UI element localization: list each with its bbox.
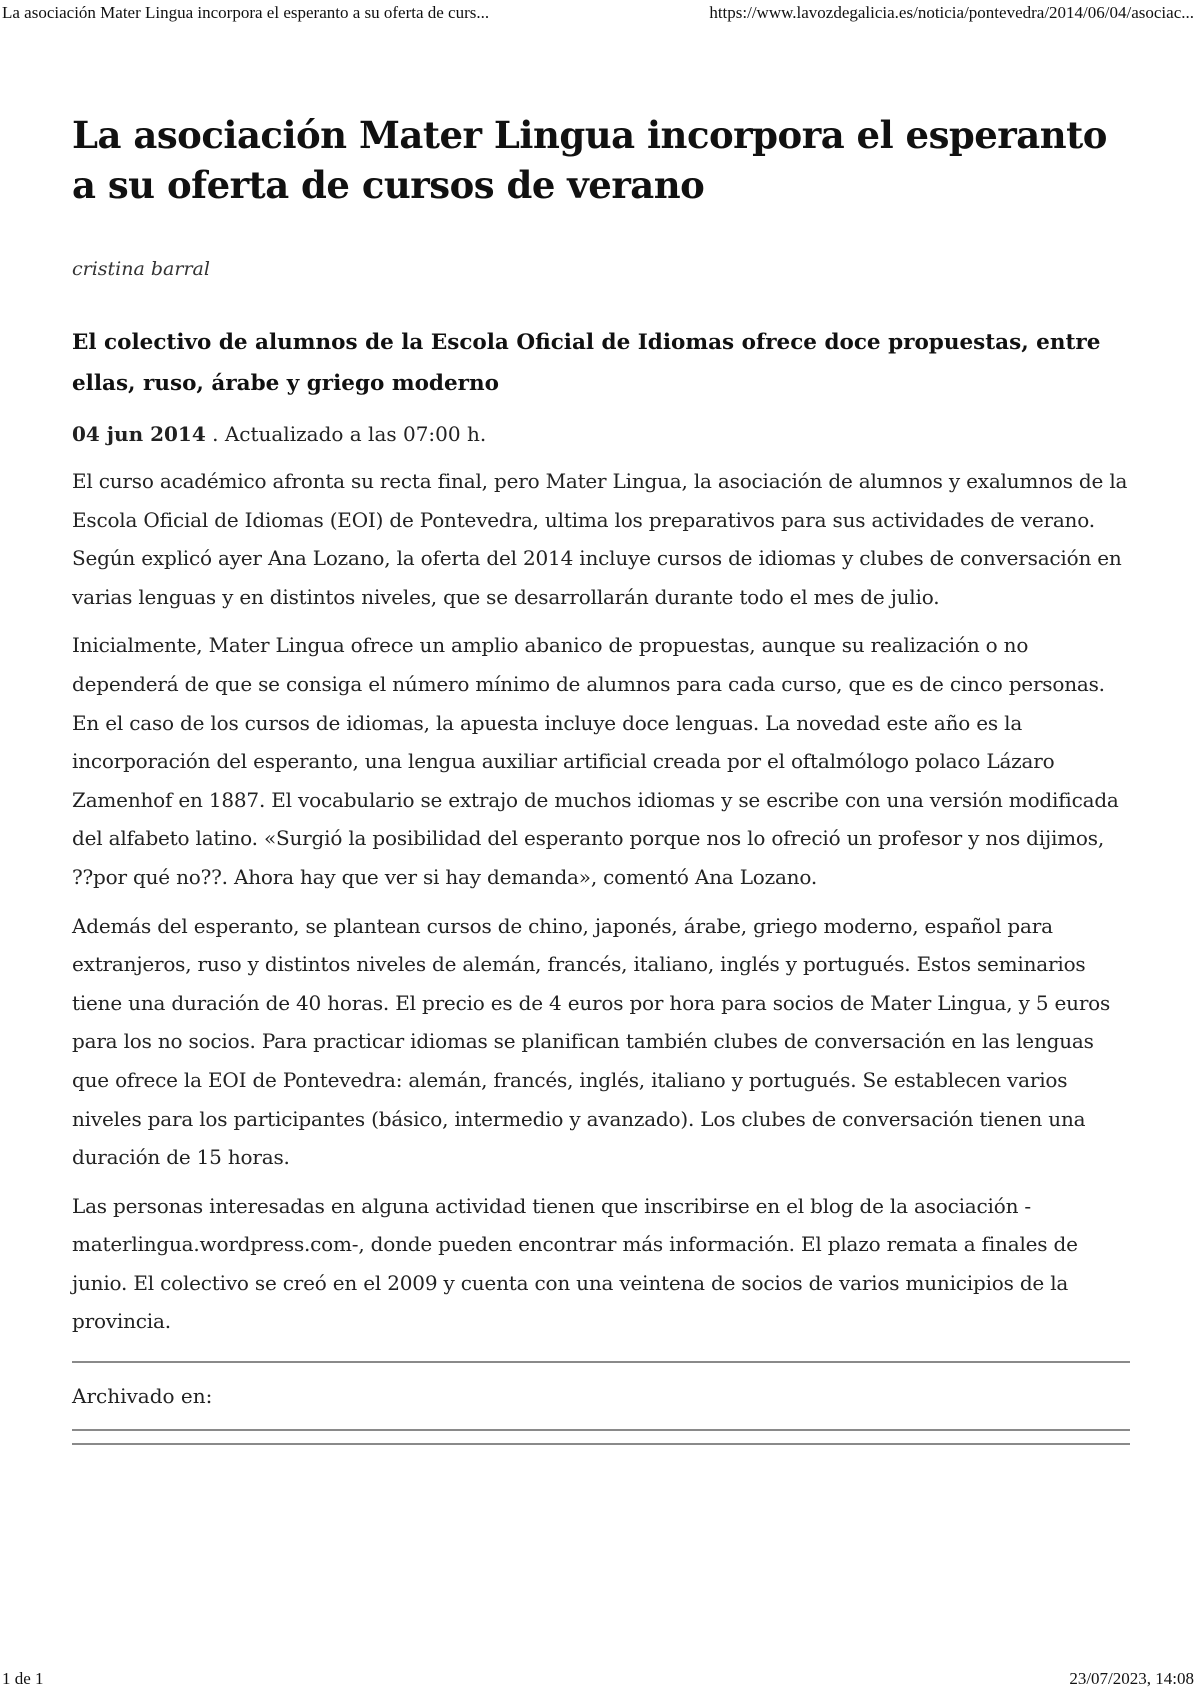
article-date: 04 jun 2014 bbox=[72, 422, 206, 446]
article-headline: La asociación Mater Lingua incorpora el esperanto a su oferta de cursos de verano bbox=[72, 113, 1107, 207]
print-timestamp: 23/07/2023, 14:08 bbox=[1069, 1669, 1194, 1688]
article-updated: . Actualizado a las 07:00 h. bbox=[205, 422, 487, 446]
article-dateline bbox=[72, 416, 1130, 452]
article-paragraph-3: Además del esperanto, se plantean cursos de chino, japonés, árabe, griego moderno, español para extranjeros, ruso y distintos niveles de alemán, francés, italiano, inglés y portugués. Estos seminarios tiene una duración de 40 horas. El precio es de 4 euros por hora para socios de Mater Lingua, y 5 euros para los no socios. Para practicar idiomas se planifican también clubes de conversación en las lenguas que ofrece la EOI de Pontevedra: alemán, francés, inglés, italiano y portugués. Se establecen varios niveles para los participantes (básico, intermedio y avanzado). Los clubes de conversación tienen una duración de 15 horas. bbox=[72, 913, 1111, 1170]
article-author: cristina barral bbox=[72, 258, 210, 280]
print-footer bbox=[0, 1665, 1200, 1695]
divider bbox=[72, 1361, 1130, 1363]
page-number: 1 de 1 bbox=[2, 1669, 44, 1688]
print-header-title: La asociación Mater Lingua incorpora el esperanto a su oferta de curs... bbox=[2, 3, 490, 22]
article bbox=[72, 110, 1130, 1445]
article-paragraph-1: El curso académico afronta su recta final, pero Mater Lingua, la asociación de alumnos y exalumnos de la Escola Oficial de Idiomas (EOI) de Pontevedra, ultima los preparativos para sus actividades de verano. Según explicó ayer Ana Lozano, la oferta del 2014 incluye cursos de idiomas y clubes de conversación en varias lenguas y en distintos niveles, que se desarrollarán durante todo el mes de julio. bbox=[72, 469, 1128, 609]
article-paragraph-4: Las personas interesadas en alguna actividad tienen que inscribirse en el blog de la asociación -materlingua.wordpress.com-, donde pueden encontrar más información. El plazo remata a finales de junio. El colectivo se creó en el 2009 y cuenta con una veintena de socios de varios municipios de la provincia. bbox=[72, 1193, 1078, 1334]
print-header-url: https://www.lavozdegalicia.es/noticia/pontevedra/2014/06/04/asociac... bbox=[709, 3, 1194, 22]
divider bbox=[72, 1443, 1130, 1445]
article-paragraph-2: Inicialmente, Mater Lingua ofrece un amplio abanico de propuestas, aunque su realización o no dependerá de que se consiga el número mínimo de alumnos para cada curso, que es de cinco personas. En el caso de los cursos de idiomas, la apuesta incluye doce lenguas. La novedad este año es la incorporación del esperanto, una lengua auxiliar artificial creada por el oftalmólogo polaco Lázaro Zamenhof en 1887. El vocabulario se extrajo de muchos idiomas y se escribe con una versión modificada del alfabeto latino. «Surgió la posibilidad del esperanto porque nos lo ofreció un profesor y nos dijimos, ??por qué no??. Ahora hay que ver si hay demanda», comentó Ana Lozano. bbox=[72, 633, 1119, 889]
filed-under-label: Archivado en: bbox=[72, 1384, 213, 1409]
print-header bbox=[0, 0, 1200, 30]
divider bbox=[72, 1429, 1130, 1431]
article-subtitle: El colectivo de alumnos de la Escola Oficial de Idiomas ofrece doce propuestas, entre ellas, ruso, árabe y griego moderno bbox=[72, 330, 1101, 396]
